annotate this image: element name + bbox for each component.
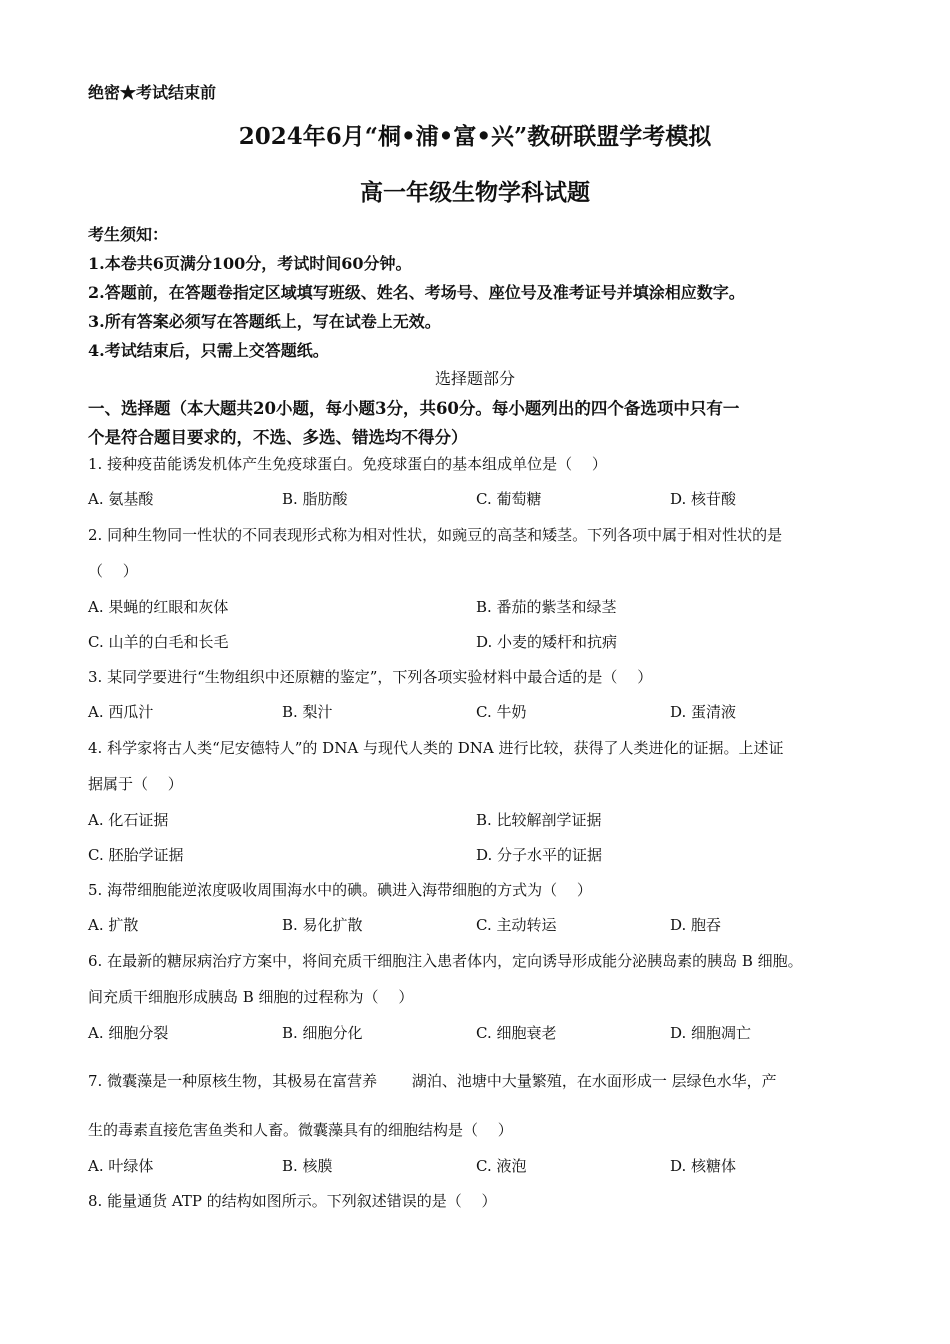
- question-stem: 2. 同种生物同一性状的不同表现形式称为相对性状，如豌豆的高茎和矮茎。下列各项中属于相对性状的是: [88, 526, 783, 544]
- question-stem: 生的毒素直接危害鱼类和人畜。微囊藻具有的细胞结构是（ ）: [88, 1121, 513, 1139]
- exam-subtitle: 高一年级生物学科试题: [360, 179, 590, 206]
- option: C. 细胞衰老: [476, 1024, 557, 1042]
- option: A. 细胞分裂: [88, 1024, 169, 1042]
- section-title: 选择题部分: [434, 369, 515, 388]
- option: D. 细胞凋亡: [670, 1024, 752, 1042]
- option: C. 山羊的白毛和长毛: [88, 633, 229, 651]
- option: D. 核糖体: [670, 1157, 737, 1175]
- option: C. 液泡: [476, 1157, 527, 1175]
- question-stem: 据属于（ ）: [88, 775, 183, 793]
- question-stem: 1. 接种疫苗能诱发机体产生免疫球蛋白。免疫球蛋白的基本组成单位是（ ）: [88, 455, 607, 473]
- option: D. 核苷酸: [670, 490, 737, 508]
- notice-item: 4.考试结束后，只需上交答题纸。: [88, 341, 329, 360]
- option: B. 易化扩散: [282, 916, 363, 934]
- option: C. 牛奶: [476, 703, 527, 721]
- question-stem: 7. 微囊藻是一种原核生物，其极易在富营养 湖泊、池塘中大量繁殖，在水面形成一 层绿色水华，产: [88, 1072, 777, 1090]
- option: A. 氨基酸: [88, 490, 154, 508]
- notice-item: 3.所有答案必须写在答题纸上，写在试卷上无效。: [88, 312, 441, 331]
- option: B. 核膜: [282, 1157, 333, 1175]
- option: B. 梨汁: [282, 703, 333, 721]
- option: B. 番茄的紫茎和绿茎: [476, 598, 617, 616]
- option: D. 分子水平的证据: [476, 846, 603, 864]
- notice-item: 2.答题前，在答题卷指定区域填写班级、姓名、考场号、座位号及准考证号并填涂相应数字。: [88, 283, 745, 302]
- option: C. 葡萄糖: [476, 490, 542, 508]
- question-stem: 8. 能量通货 ATP 的结构如图所示。下列叙述错误的是（ ）: [88, 1192, 497, 1210]
- notice-item: 1.本卷共6页满分100分，考试时间60分钟。: [88, 254, 412, 273]
- part-instructions: 个是符合题目要求的，不选、多选、错选均不得分）: [88, 428, 468, 447]
- option: A. 扩散: [88, 916, 139, 934]
- option: C. 胚胎学证据: [88, 846, 184, 864]
- question-stem: 间充质干细胞形成胰岛 B 细胞的过程称为（ ）: [88, 988, 414, 1006]
- option: A. 化石证据: [88, 811, 169, 829]
- part-instructions: 一、选择题（本大题共20小题，每小题3分，共60分。每小题列出的四个备选项中只有一: [88, 399, 740, 418]
- notice-heading: 考生须知：: [88, 225, 169, 244]
- option: D. 小麦的矮杆和抗病: [476, 633, 618, 651]
- question-stem: （ ）: [88, 562, 138, 580]
- question-stem: 5. 海带细胞能逆浓度吸收周围海水中的碘。碘进入海带细胞的方式为（ ）: [88, 881, 592, 899]
- option: B. 脂肪酸: [282, 490, 348, 508]
- question-stem: 6. 在最新的糖尿病治疗方案中，将间充质干细胞注入患者体内，定向诱导形成能分泌胰岛素的胰岛 B 细胞。: [88, 952, 803, 970]
- exam-title: 2024年6月“桐•浦•富•兴”教研联盟学考模拟: [238, 123, 712, 150]
- option: C. 主动转运: [476, 916, 557, 934]
- question-stem: 4. 科学家将古人类“尼安德特人”的 DNA 与现代人类的 DNA 进行比较，获得了人类进化的证据。上述证: [88, 739, 784, 757]
- option: D. 蛋清液: [670, 703, 737, 721]
- option: B. 细胞分化: [282, 1024, 363, 1042]
- option: D. 胞吞: [670, 916, 722, 934]
- question-stem: 3. 某同学要进行“生物组织中还原糖的鉴定”，下列各项实验材料中最合适的是（ ）: [88, 668, 653, 686]
- option: A. 西瓜汁: [88, 703, 154, 721]
- option: A. 果蝇的红眼和灰体: [88, 598, 229, 616]
- option: A. 叶绿体: [88, 1157, 154, 1175]
- option: B. 比较解剖学证据: [476, 811, 602, 829]
- confidential-label: 绝密★考试结束前: [88, 83, 217, 102]
